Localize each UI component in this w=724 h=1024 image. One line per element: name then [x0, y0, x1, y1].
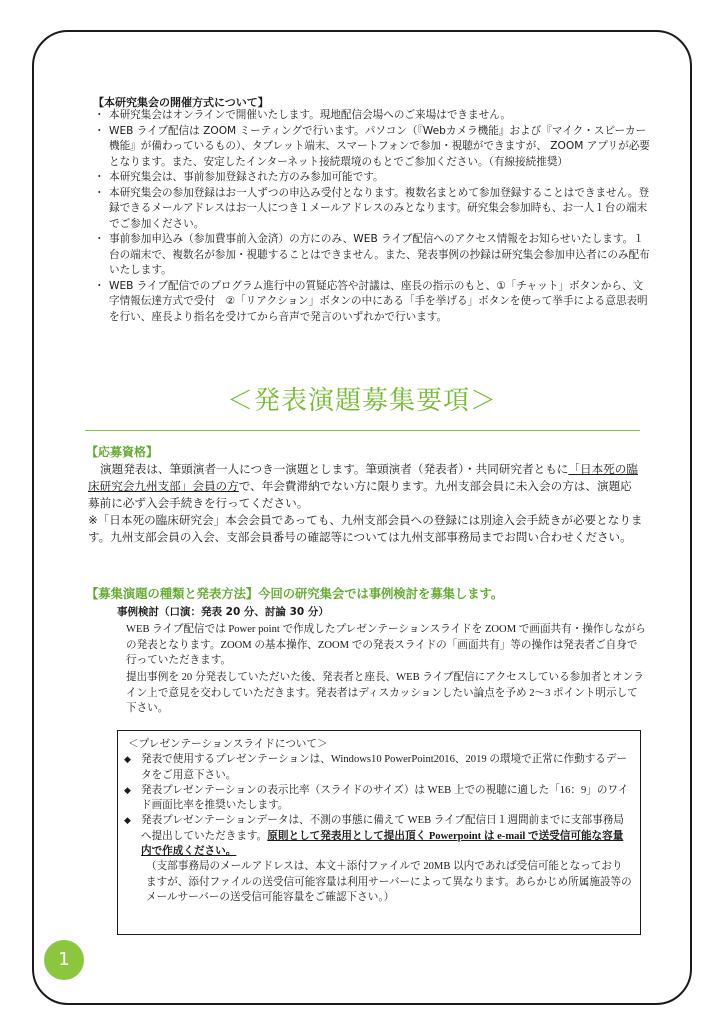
slide-box-item: ◆ 発表プレゼンテーションの表示比率（スライドのサイズ）は WEB 上での視聴に適した「16：9」のワイド画面比率を推奨いたします。 — [124, 783, 632, 814]
main-title: ＜発表演題募集要項＞ — [226, 386, 497, 416]
format-bullet: ・ 事前参加申込み（参加費事前入金済）の方にのみ、WEB ライブ配信へのアクセス情報をお知らせいたします。１台の端末で、複数名が参加・視聴することはできません。また、発表事例の抄録は研究集会参加申込者にのみ配布いたします。 — [98, 232, 653, 279]
format-bullet: ・ 本研究集会はオンラインで開催いたします。現地配信会場へのご来場はできません。 — [98, 108, 653, 124]
types-paragraph-2: 提出事例を 20 分発表していただいた後、発表者と座長、WEB ライブ配信にアクセスしている参加者とオンライン上で意見を交わしていただきます。発表者はディスカッションしたい論点を予め 2～3 ポイント明示して下さい。 — [126, 672, 644, 715]
format-bullet-list — [98, 108, 653, 325]
member-requirement: 「日本死の臨床研究会九州支部」会員の方 — [88, 462, 638, 493]
page-number: 1 — [44, 940, 84, 980]
slide-box-item: ◆ 発表で使用するプレゼンテーションは、Windows10 PowerPoint2016、2019 の環境で正常に作動するデータをご用意下さい。 — [124, 752, 632, 783]
slide-box-emphasis: 原則として発表用として提出頂く Powerpoint は e-mail で送受信可能な容量内で作成ください。 — [141, 830, 624, 858]
format-bullet: ・ WEB ライブ配信は ZOOM ミーティングで行います。パソコン（『Webカメラ機能』および『マイク・スピーカー機能』が備わっているもの）、タブレット端末、スマートフォンで参加・視聴ができますが、 ZOOM アプリが必要となります。また、安定したインターネット接続環境のもとでご参加ください。（有線接続推奨） — [98, 124, 653, 171]
case-study-subheading: 事例検討（口演：発表 20 分、討論 30 分） — [117, 606, 329, 618]
eligibility-text-b: で、年会費滞納でない方に限ります。九州支部会員に未入会の方は、演題応募前に必ず入会手続きを行ってください。 — [88, 479, 632, 510]
eligibility-note: ※「日本死の臨床研究会」本会会員であっても、九州支部会員への登録には別途入会手続きが必要となります。九州支部会員の入会、支部会員番号の確認等については九州支部事務局までお問い合わせください。 — [88, 513, 643, 544]
slide-box-item3-text: 発表プレゼンテーションデータは、不測の事態に備えて WEB ライブ配信日１週間前までに支部事務局へ提出していただきます。 — [141, 815, 624, 842]
eligibility-text-a: 演題発表は、筆頭演者一人につき一演題とします。筆頭演者（発表者）・共同研究者ともに — [100, 462, 569, 476]
section-title-format: 【本研究集会の開催方式について】 — [93, 96, 269, 109]
slide-box-item — [124, 813, 632, 859]
title-divider — [85, 430, 640, 431]
slide-guidelines-box — [117, 730, 641, 935]
types-paragraph-1: WEB ライブ配信では Power point で作成したプレゼンテーションスライドを ZOOM で画面共有・操作しながらの発表となります。ZOOM の基本操作、ZOOM での発表スライドの「画面共有」等の操作は発表者ご自身で行っていただきます。 — [126, 624, 646, 667]
format-bullet: ・ WEB ライブ配信でのプログラム進行中の質疑応答や討議は、座長の指示のもと、①「チャット」ボタンから、文字情報伝達方式で受付 ②「リアクション」ボタンの中にある「手を挙げる」ボタンを使って挙手による意思表明を行い、座長より指名を受けてから音声で発言のいずれかで行います。 — [98, 279, 653, 326]
format-bullet: ・ 本研究集会の参加登録はお一人ずつの申込み受付となります。複数名まとめて参加登録することはできません。登録できるメールアドレスはお一人につき１メールアドレスのみとなります。研究集会参加時も、お一人１台の端末でご参加ください。 — [98, 186, 653, 233]
eligibility-paragraph — [88, 461, 643, 512]
slide-box-note: （支部事務局のメールアドレスは、本文＋添付ファイルで 20MB 以内であれば受信可能となっておりますが、添付ファイルの送受信可能容量は利用サーバーによって異なります。あらかじめ所属施設等のメールサーバーの送受信可能容量をご確認下さい。） — [146, 861, 632, 903]
eligibility-heading: 【応募資格】 — [86, 445, 159, 459]
types-heading: 【募集演題の種類と発表方法】今回の研究集会では事例検討を募集します。 — [86, 587, 504, 601]
slide-box-title: ＜プレゼンテーションスライドについて＞ — [128, 739, 328, 750]
format-bullet: ・ 本研究集会は、事前参加登録された方のみ参加可能です。 — [98, 170, 653, 186]
